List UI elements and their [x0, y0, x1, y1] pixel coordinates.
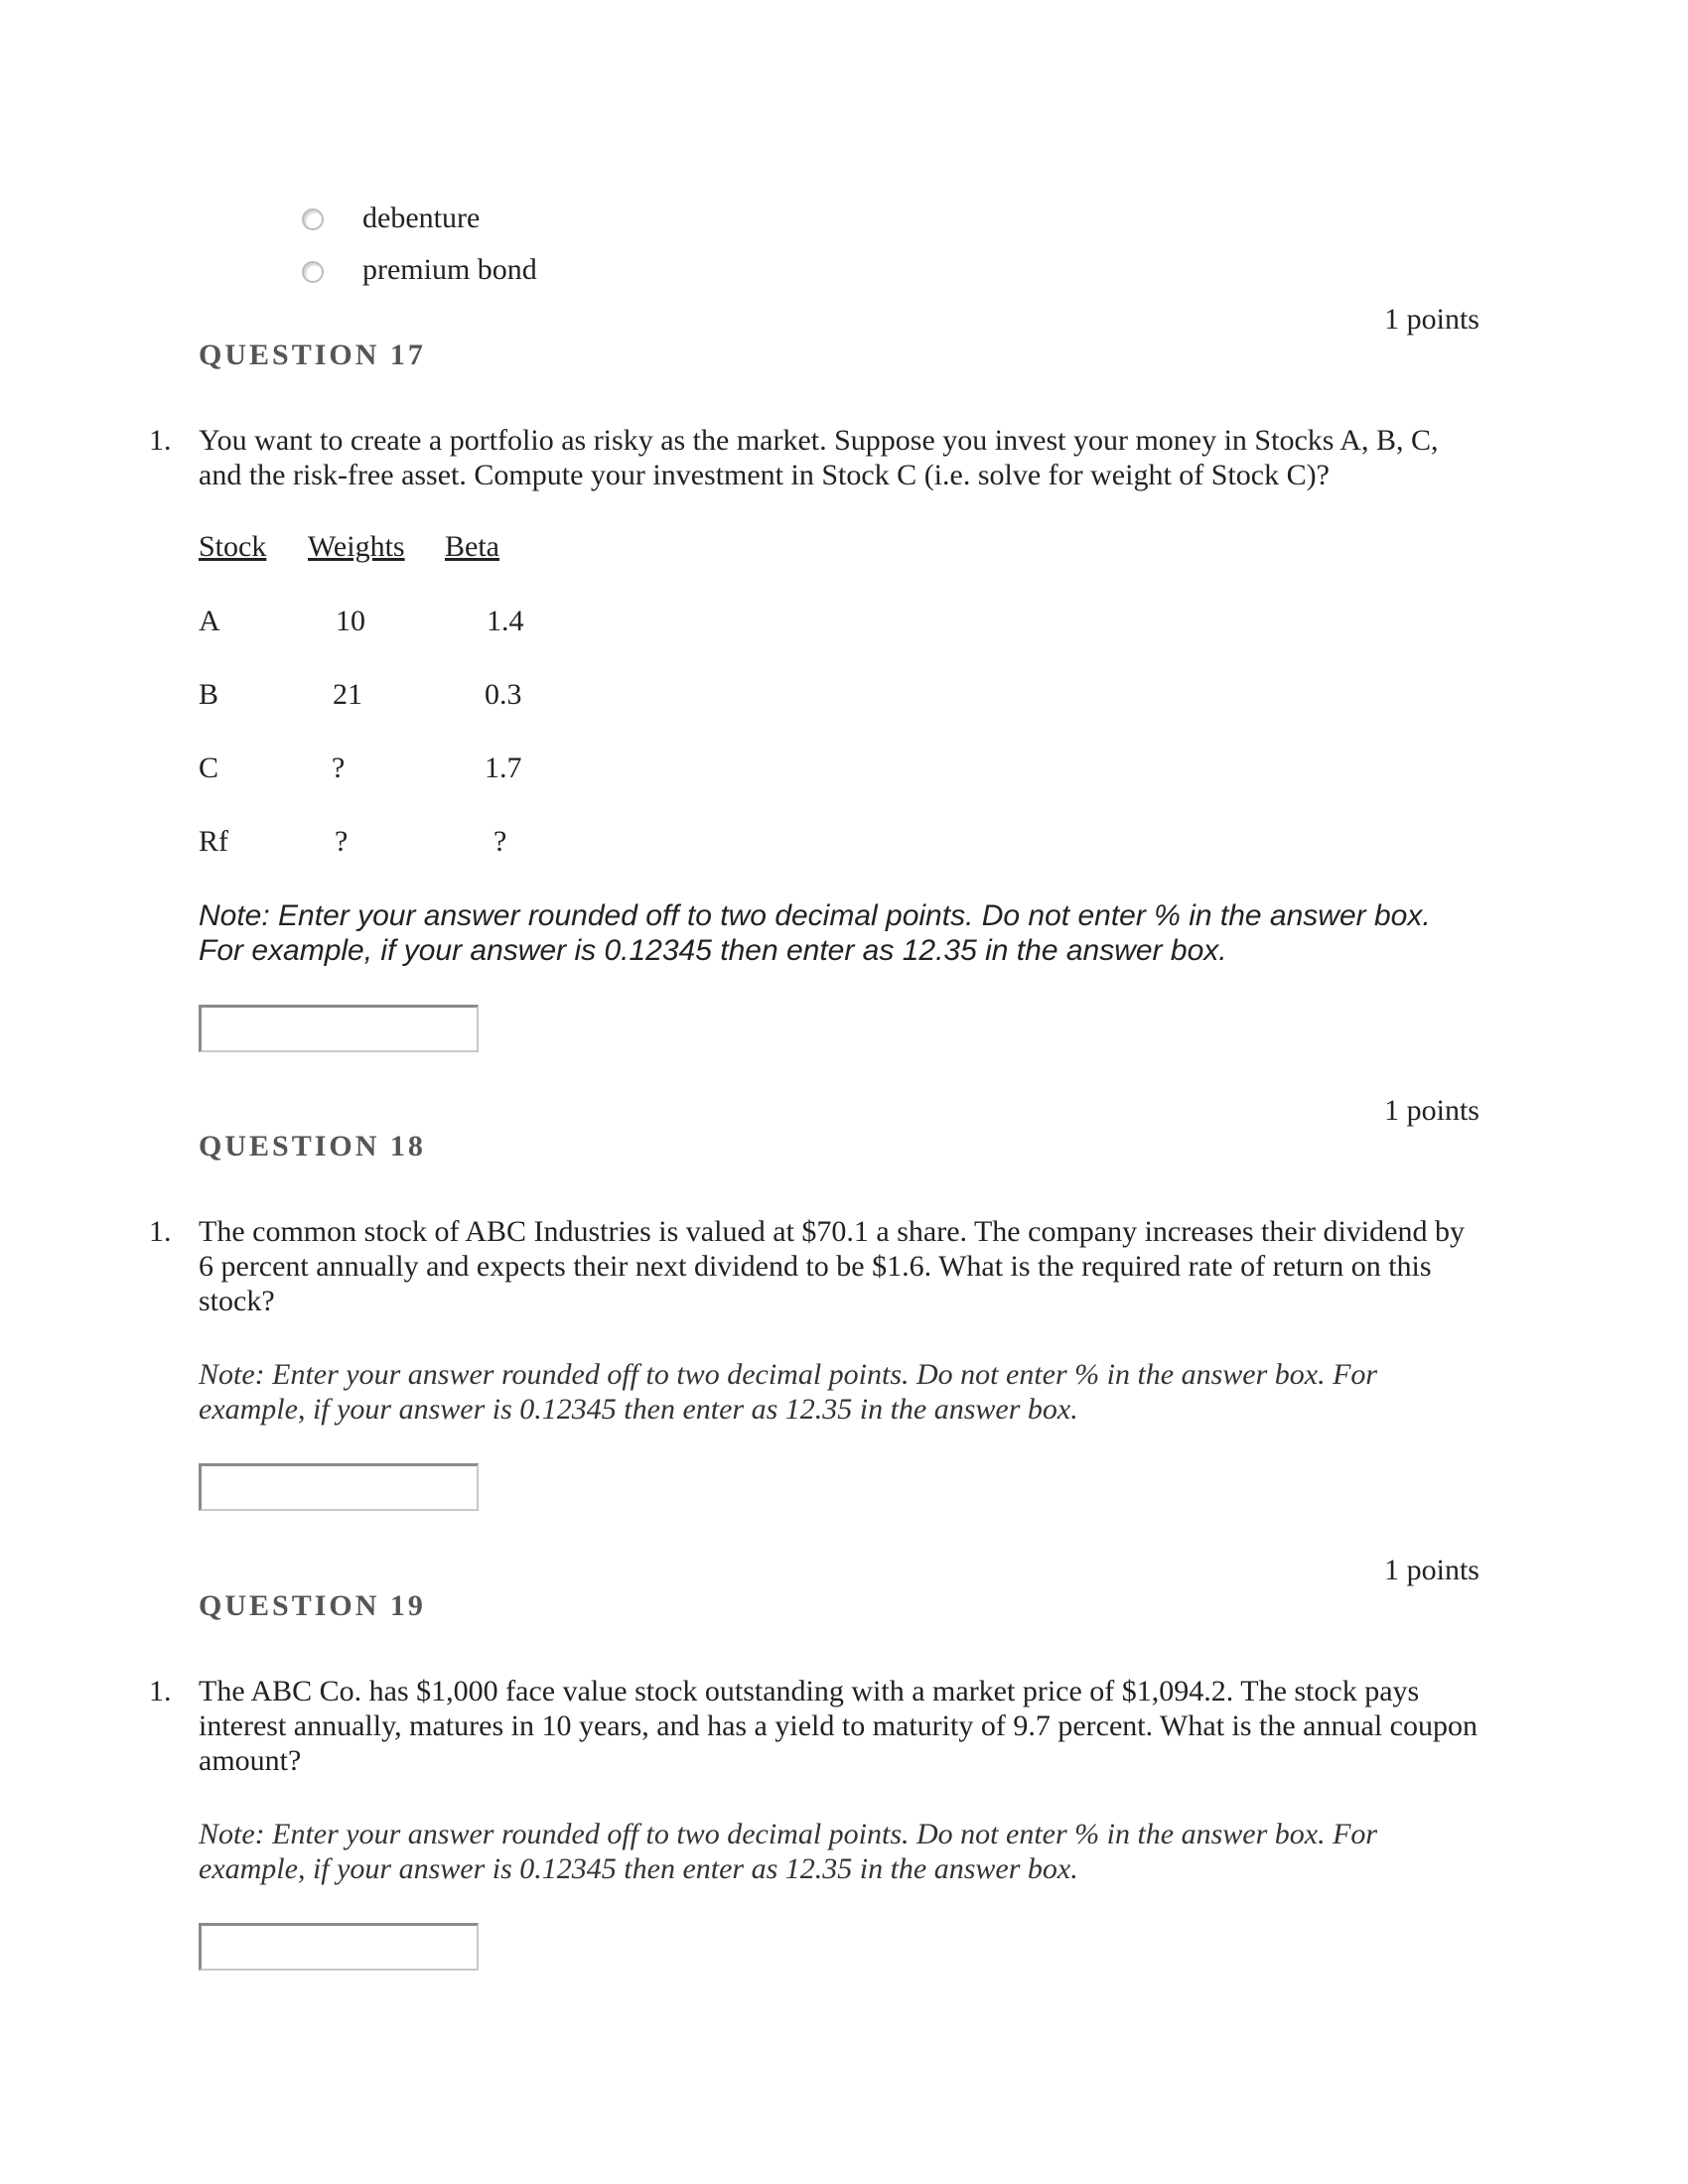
table-cell-weight: ? — [335, 825, 349, 858]
table-header-stock: Stock — [199, 530, 267, 563]
table-cell-stock: B — [199, 678, 219, 711]
radio-debenture[interactable] — [302, 208, 324, 230]
table-cell-stock: A — [199, 605, 220, 637]
q17-points: 1 points — [1384, 303, 1479, 336]
table-cell-weight: 10 — [336, 605, 365, 637]
table-cell-beta: 1.7 — [485, 751, 522, 784]
q19-number: 1. — [149, 1675, 172, 1707]
table-cell-weight: 21 — [333, 678, 362, 711]
table-header-beta: Beta — [445, 530, 499, 563]
q17-number: 1. — [149, 424, 172, 457]
table-cell-weight: ? — [332, 751, 346, 784]
q17-answer-input[interactable] — [199, 1005, 479, 1052]
table-header-weights: Weights — [308, 530, 405, 563]
q18-answer-input[interactable] — [199, 1463, 479, 1511]
table-cell-beta: ? — [493, 825, 507, 858]
q17-question-text: You want to create a portfolio as risky as the market. Suppose you invest your money in Stocks A, B, C, and the risk-free asset. Compute your investment in Stock C (i.e. solve for weight of Stock C)? — [199, 424, 1439, 491]
option-label-debenture: debenture — [362, 202, 481, 234]
table-cell-beta: 0.3 — [485, 678, 522, 711]
q19-note: Note: Enter your answer rounded off to two decimal points. Do not enter % in the answer box. For example, if your answer is 0.12345 then enter as 12.35 in the answer box. — [199, 1818, 1378, 1885]
q17-note: Note: Enter your answer rounded off to two decimal points. Do not enter % in the answer box. For example, if your answer is 0.12345 then enter as 12.35 in the answer box. — [199, 899, 1431, 967]
q18-note: Note: Enter your answer rounded off to two decimal points. Do not enter % in the answer box. For example, if your answer is 0.12345 then enter as 12.35 in the answer box. — [199, 1358, 1378, 1426]
q18-points: 1 points — [1384, 1094, 1479, 1127]
q19-heading: QUESTION 19 — [199, 1589, 426, 1622]
q19-question-text: The ABC Co. has $1,000 face value stock outstanding with a market price of $1,094.2. The stock pays interest annually, matures in 10 years, and has a yield to maturity of 9.7 percent. What is the annual coupon amount? — [199, 1675, 1477, 1777]
table-cell-stock: Rf — [199, 825, 228, 858]
q18-heading: QUESTION 18 — [199, 1130, 426, 1162]
q18-question-text: The common stock of ABC Industries is valued at $70.1 a share. The company increases their dividend by 6 percent annually and expects their next dividend to be $1.6. What is the required rate of return on this stock? — [199, 1215, 1465, 1317]
table-cell-stock: C — [199, 751, 219, 784]
q17-heading: QUESTION 17 — [199, 339, 426, 371]
q19-answer-input[interactable] — [199, 1923, 479, 1971]
table-cell-beta: 1.4 — [487, 605, 524, 637]
option-label-premium-bond: premium bond — [362, 253, 537, 286]
q19-points: 1 points — [1384, 1554, 1479, 1586]
radio-premium-bond[interactable] — [302, 261, 324, 283]
q18-number: 1. — [149, 1215, 172, 1248]
